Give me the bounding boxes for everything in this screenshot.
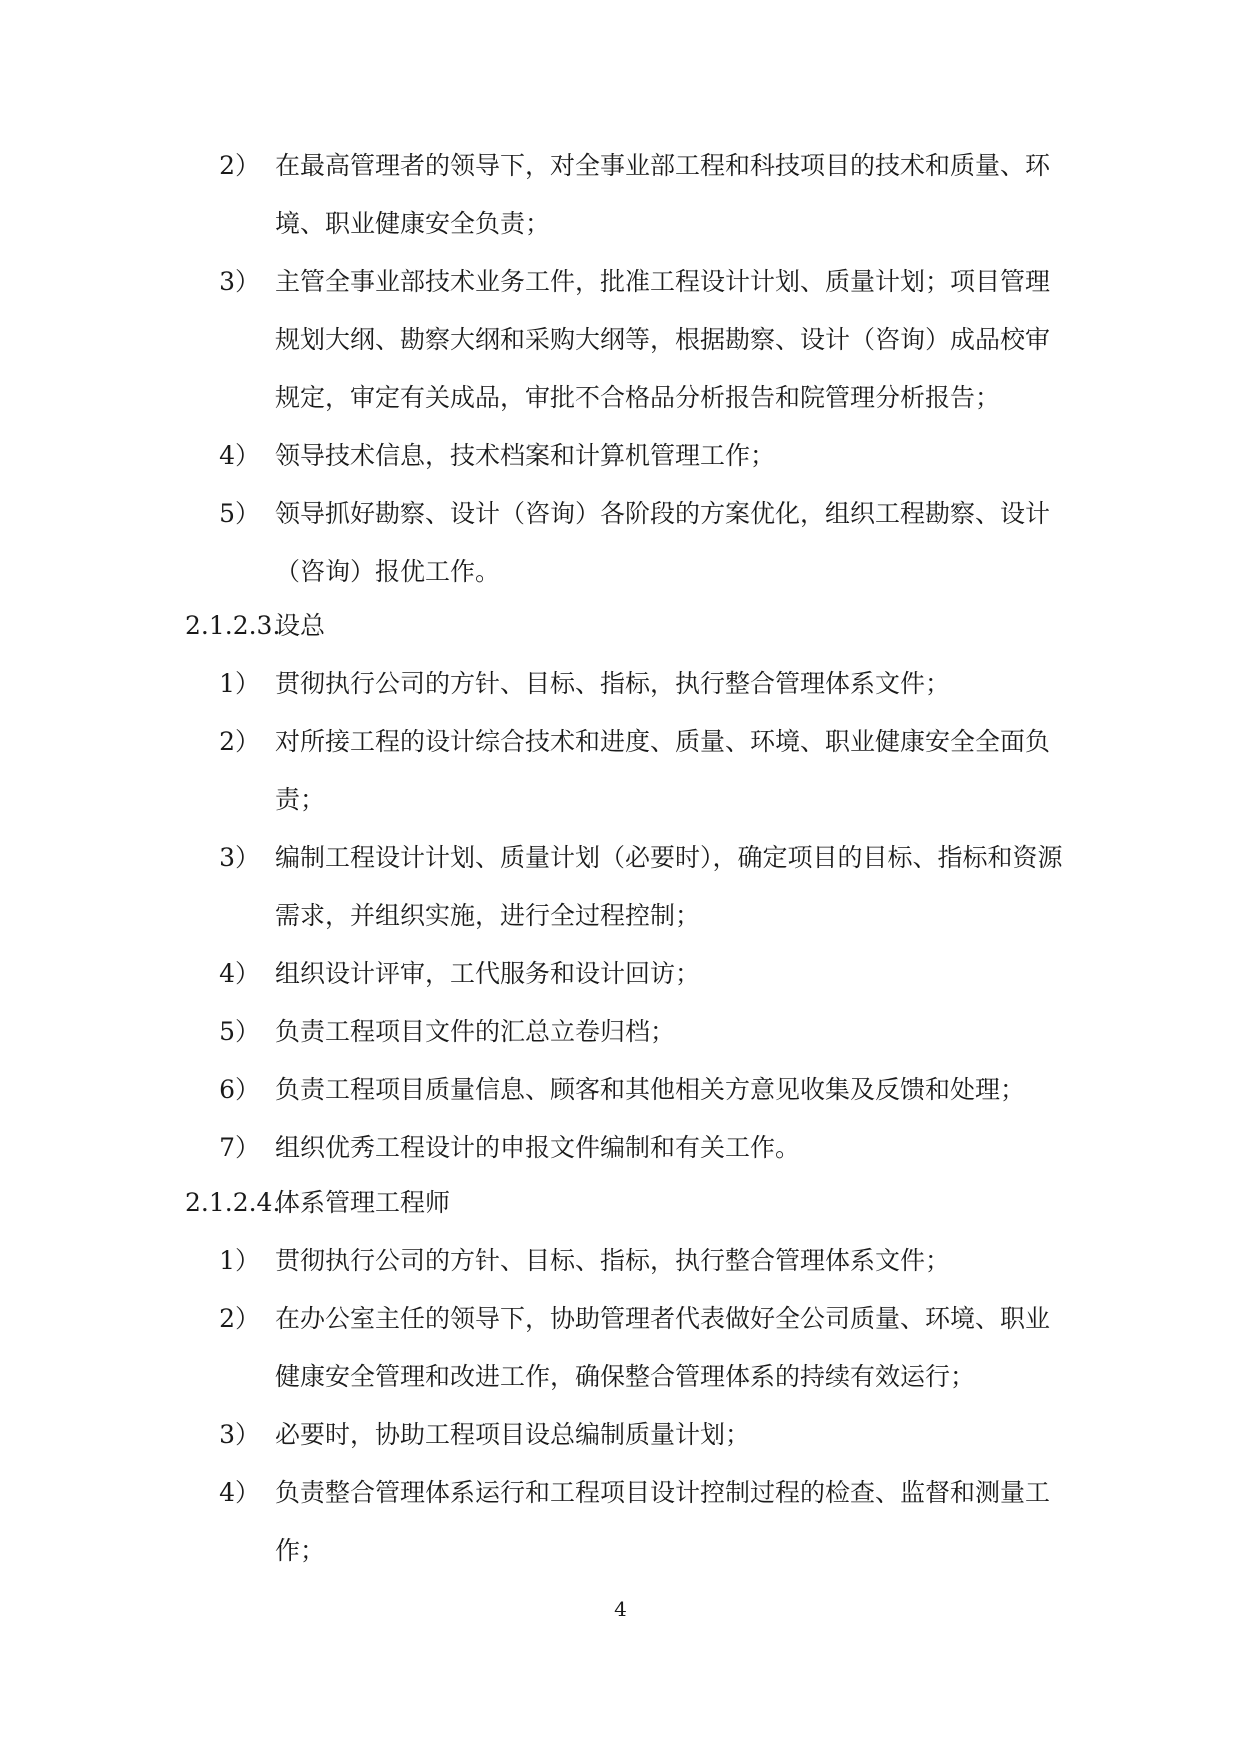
list-item-text: 规划大纲、勘察大纲和采购大纲等，根据勘察、设计（咨询）成品校审: [275, 325, 1051, 354]
list-item-text: 主管全事业部技术业务工件，批准工程设计计划、质量计划；项目管理: [275, 267, 1051, 296]
list-item-number: 3）: [219, 1420, 260, 1449]
list-item-text: 在最高管理者的领导下，对全事业部工程和科技项目的技术和质量、环: [275, 151, 1051, 180]
list-item-number: 1）: [219, 1246, 260, 1275]
list-item-number: 3）: [219, 843, 260, 872]
list-item-text: 领导技术信息，技术档案和计算机管理工作；: [275, 441, 776, 470]
list-item-number: 3）: [219, 267, 260, 296]
list-item-number: 4）: [219, 1478, 260, 1507]
section-title: 体系管理工程师: [275, 1188, 451, 1217]
list-item-text: 作；: [275, 1536, 326, 1565]
list-item-text: 贯彻执行公司的方针、目标、指标，执行整合管理体系文件；: [275, 1246, 951, 1275]
list-item-text: 健康安全管理和改进工作，确保整合管理体系的持续有效运行；: [275, 1362, 976, 1391]
list-item-number: 5）: [219, 499, 260, 528]
list-item-text: 负责工程项目质量信息、顾客和其他相关方意见收集及反馈和处理；: [275, 1075, 1026, 1104]
list-item-text: 组织设计评审，工代服务和设计回访；: [275, 959, 701, 988]
list-item-text: 需求，并组织实施，进行全过程控制；: [275, 901, 701, 930]
list-item-text: （咨询）报优工作。: [275, 557, 501, 586]
list-item-number: 4）: [219, 959, 260, 988]
list-item-number: 2）: [219, 727, 260, 756]
page-number: 4: [614, 1597, 627, 1621]
list-item-text: 编制工程设计计划、质量计划（必要时），确定项目的目标、指标和资源: [275, 843, 1063, 872]
section-number: 2.1.2.4.: [185, 1188, 281, 1217]
list-item-number: 6）: [219, 1075, 260, 1104]
list-item-text: 贯彻执行公司的方针、目标、指标，执行整合管理体系文件；: [275, 669, 951, 698]
list-item-text: 必要时，协助工程项目设总编制质量计划；: [275, 1420, 751, 1449]
list-item-number: 1）: [219, 669, 260, 698]
list-item-text: 责；: [275, 785, 326, 814]
section-title: 设总: [275, 611, 326, 640]
list-item-text: 境、职业健康安全负责；: [275, 209, 551, 238]
section-number: 2.1.2.3.: [185, 611, 281, 640]
list-item-text: 负责整合管理体系运行和工程项目设计控制过程的检查、监督和测量工: [275, 1478, 1051, 1507]
list-item-text: 在办公室主任的领导下，协助管理者代表做好全公司质量、环境、职业: [275, 1304, 1051, 1333]
list-item-number: 5）: [219, 1017, 260, 1046]
list-item-text: 负责工程项目文件的汇总立卷归档；: [275, 1017, 676, 1046]
list-item-text: 组织优秀工程设计的申报文件编制和有关工作。: [275, 1133, 801, 1162]
list-item-number: 7）: [219, 1133, 260, 1162]
list-item-text: 规定，审定有关成品，审批不合格品分析报告和院管理分析报告；: [275, 383, 1001, 412]
list-item-text: 对所接工程的设计综合技术和进度、质量、环境、职业健康安全全面负: [275, 727, 1051, 756]
list-item-text: 领导抓好勘察、设计（咨询）各阶段的方案优化，组织工程勘察、设计: [275, 499, 1051, 528]
list-item-number: 4）: [219, 441, 260, 470]
list-item-number: 2）: [219, 1304, 260, 1333]
list-item-number: 2）: [219, 151, 260, 180]
